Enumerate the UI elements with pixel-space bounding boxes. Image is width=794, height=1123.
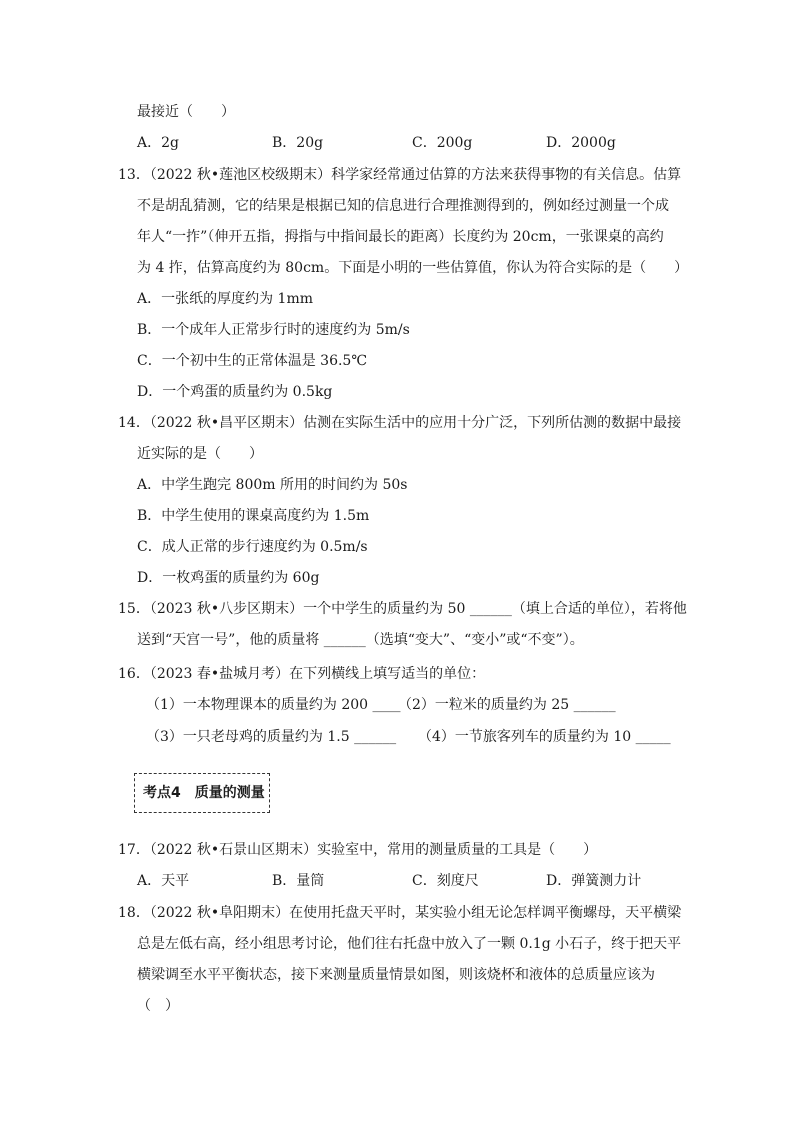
q17-option-a: A．天平 <box>137 873 190 889</box>
q14-option-d: D．一枚鸡蛋的质量约为 60g <box>137 570 320 586</box>
q13-stem-line-4: 为 4 拃，估算高度约为 80cm。下面是小明的一些估算值，你认为符合实际的是（ ） <box>137 260 689 276</box>
q13-option-b: B．一个成年人正常步行时的速度约为 5m/s <box>137 322 410 338</box>
q14-option-a: A．中学生跑完 800m 所用的时间约为 50s <box>137 477 408 493</box>
q16-stem: 16．（2023 春•盐城月考）在下列横线上填写适当的单位： <box>118 666 486 682</box>
q16-item-3: （3）一只老母鸡的质量约为 1.5 ______ <box>146 729 397 745</box>
q15-stem-line-2: 送到“天宫一号”，他的质量将 ______（选填“变大”、“变小”或“不变”）。 <box>137 632 584 648</box>
q12-option-a: A．2g <box>137 135 179 151</box>
q12-stem-continuation: 最接近（ ） <box>137 104 235 120</box>
q17-option-c: C．刻度尺 <box>412 873 479 889</box>
q18-stem-line-4: （ ） <box>137 998 179 1014</box>
q13-option-d: D．一个鸡蛋的质量约为 0.5kg <box>137 384 333 400</box>
q17-option-b: B．量筒 <box>272 873 325 889</box>
q18-stem-line-3: 横梁调至水平平衡状态，接下来测量质量情景如图，则该烧杯和液体的总质量应该为 <box>137 967 655 983</box>
q14-stem-line-1: 14．（2022 秋•昌平区期末）估测在实际生活中的应用十分广泛，下列所估测的数据中最接 <box>118 415 682 431</box>
q13-option-a: A．一张纸的厚度约为 1mm <box>137 291 314 307</box>
q17-option-d: D．弹簧测力计 <box>546 873 642 889</box>
section-title: 考点4 质量的测量 <box>143 785 265 801</box>
q12-option-b: B．20g <box>272 135 324 151</box>
q13-stem-line-2: 不是胡乱猜测，它的结果是根据已知的信息进行合理推测得到的，例如经过测量一个成 <box>137 198 669 214</box>
q16-item-2: （2）一粒米的质量约为 25 ______ <box>398 697 616 713</box>
q13-option-c: C．一个初中生的正常体温是 36.5℃ <box>137 353 367 369</box>
q18-stem-line-1: 18．（2022 秋•阜阳期末）在使用托盘天平时，某实验小组无论怎样调平衡螺母，天平横梁 <box>118 905 682 921</box>
q12-option-c: C．200g <box>412 135 473 151</box>
q18-stem-line-2: 总是左低右高，经小组思考讨论，他们往右托盘中放入了一颗 0.1g 小石子，终于把天平 <box>137 936 682 952</box>
q16-item-1: （1）一本物理课本的质量约为 200 ____ <box>146 697 401 713</box>
q17-stem: 17．（2022 秋•石景山区期末）实验室中，常用的测量质量的工具是（ ） <box>118 842 598 858</box>
q15-stem-line-1: 15．（2023 秋•八步区期末）一个中学生的质量约为 50 ______（填上合适的单位），若将他 <box>118 601 687 617</box>
q14-option-b: B．中学生使用的课桌高度约为 1.5m <box>137 508 370 524</box>
q14-option-c: C．成人正常的步行速度约为 0.5m/s <box>137 539 368 555</box>
q16-item-4: （4）一节旅客列车的质量约为 10 _____ <box>418 729 671 745</box>
section-header-box <box>134 773 270 813</box>
q13-stem-line-1: 13．（2022 秋•莲池区校级期末）科学家经常通过估算的方法来获得事物的有关信息。估算 <box>118 167 682 183</box>
q13-stem-line-3: 年人“一拃”（伸开五指，拇指与中指间最长的距离）长度约为 20cm，一张课桌的高约 <box>137 229 664 245</box>
q12-option-d: D．2000g <box>546 135 616 151</box>
q14-stem-line-2: 近实际的是（ ） <box>137 446 263 462</box>
